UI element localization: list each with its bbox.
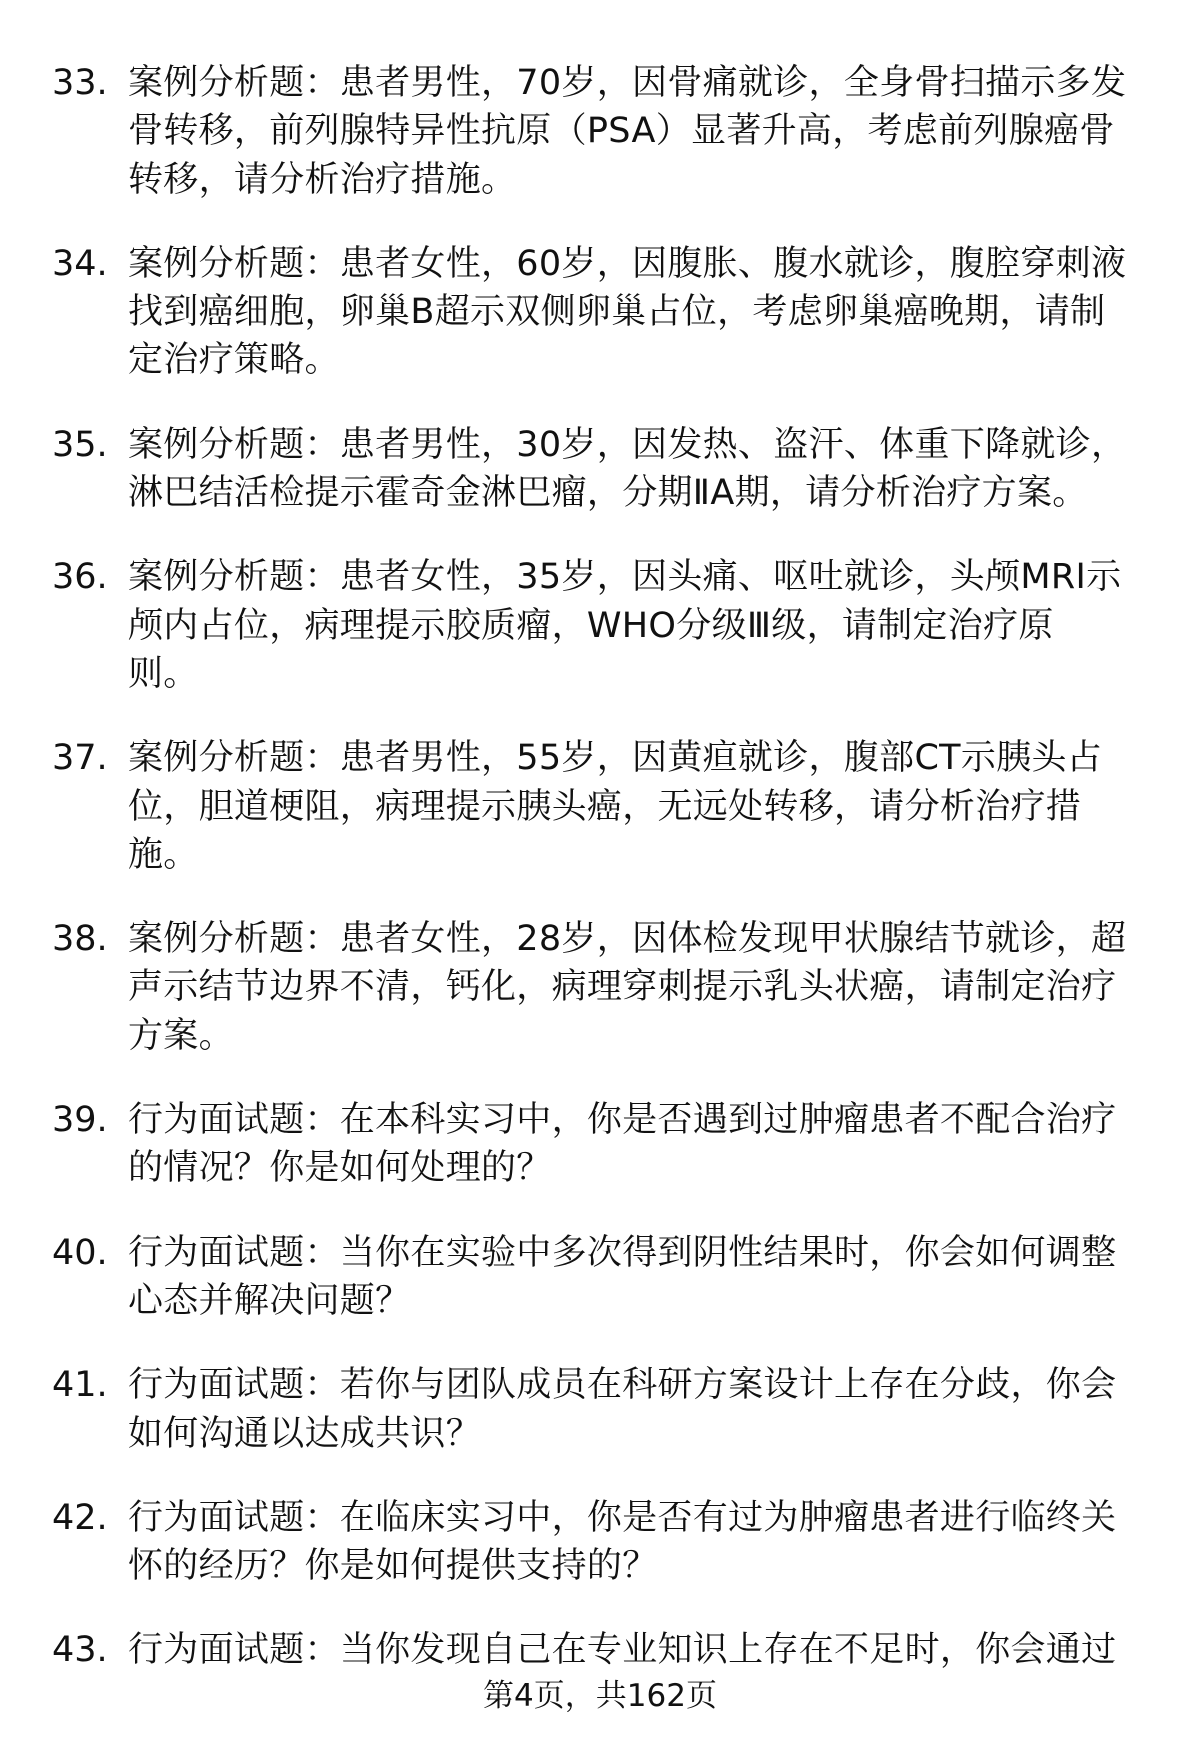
question-text xyxy=(128,1229,1200,1326)
question-text xyxy=(128,553,1200,698)
question-item xyxy=(0,1494,1200,1591)
question-text-line: 施。 xyxy=(128,834,199,875)
question-item xyxy=(0,1626,1200,1674)
question-text-line: 则。 xyxy=(128,653,199,694)
question-text-line: 找到癌细胞，卵巢B超示双侧卵巢占位，考虑卵巢癌晚期，请制 xyxy=(128,292,1106,333)
question-text-line: 颅内占位，病理提示胶质瘤，WHO分级Ⅲ级，请制定治疗原 xyxy=(128,605,1054,646)
question-item xyxy=(0,421,1200,518)
question-number: 37. xyxy=(52,738,108,779)
question-text xyxy=(128,59,1200,204)
question-text-line: 案例分析题：患者女性，60岁，因腹胀、腹水就诊，腹腔穿刺液 xyxy=(128,243,1127,284)
question-number: 33. xyxy=(52,63,108,103)
question-number: 40. xyxy=(52,1232,108,1273)
question-item xyxy=(0,553,1200,698)
question-number: 36. xyxy=(52,557,108,598)
question-number: 39. xyxy=(52,1100,108,1141)
question-text-line: 定治疗策略。 xyxy=(128,340,340,381)
question-item xyxy=(0,1361,1200,1458)
question-number: 38. xyxy=(52,919,108,960)
question-text xyxy=(128,1626,1200,1674)
question-text-line: 行为面试题：当你发现自己在专业知识上存在不足时，你会通过 xyxy=(128,1630,1117,1671)
question-text xyxy=(128,421,1200,518)
question-text-line: 案例分析题：患者男性，30岁，因发热、盗汗、体重下降就诊， xyxy=(128,424,1127,465)
question-number: 35. xyxy=(52,424,108,465)
question-number: 43. xyxy=(52,1630,108,1671)
question-item xyxy=(0,59,1200,204)
question-text-line: 行为面试题：在临床实习中，你是否有过为肿瘤患者进行临终关 xyxy=(128,1497,1117,1538)
question-text-line: 行为面试题：在本科实习中，你是否遇到过肿瘤患者不配合治疗 xyxy=(128,1100,1117,1141)
question-number: 41. xyxy=(52,1365,108,1406)
question-text-line: 心态并解决问题？ xyxy=(128,1280,411,1321)
question-list xyxy=(0,59,1200,1711)
question-text-line: 如何沟通以达成共识？ xyxy=(128,1413,482,1454)
question-item xyxy=(0,1096,1200,1193)
question-text-line: 骨转移，前列腺特异性抗原（PSA）显著升高，考虑前列腺癌骨 xyxy=(128,111,1115,152)
question-text xyxy=(128,1494,1200,1591)
question-text xyxy=(128,1096,1200,1193)
question-text-line: 行为面试题：当你在实验中多次得到阴性结果时，你会如何调整 xyxy=(128,1232,1117,1273)
question-item xyxy=(0,1229,1200,1326)
question-text-line: 位，胆道梗阻，病理提示胰头癌，无远处转移，请分析治疗措 xyxy=(128,786,1082,827)
question-text xyxy=(128,915,1200,1060)
question-item xyxy=(0,734,1200,879)
question-text xyxy=(128,1361,1200,1458)
question-text-line: 声示结节边界不清，钙化，病理穿刺提示乳头状癌，请制定治疗 xyxy=(128,967,1117,1008)
question-text-line: 案例分析题：患者男性，55岁，因黄疸就诊，腹部CT示胰头占 xyxy=(128,738,1103,779)
page-number: 第4页，共162页 xyxy=(483,1678,717,1714)
question-text xyxy=(128,240,1200,385)
question-text xyxy=(128,734,1200,879)
question-text-line: 案例分析题：患者男性，70岁，因骨痛就诊，全身骨扫描示多发 xyxy=(128,63,1127,103)
question-text-line: 案例分析题：患者女性，28岁，因体检发现甲状腺结节就诊，超 xyxy=(128,919,1127,960)
question-number: 42. xyxy=(52,1497,108,1538)
question-text-line: 案例分析题：患者女性，35岁，因头痛、呕吐就诊，头颅MRI示 xyxy=(128,557,1122,598)
question-text-line: 行为面试题：若你与团队成员在科研方案设计上存在分歧，你会 xyxy=(128,1365,1117,1406)
question-text-line: 方案。 xyxy=(128,1015,234,1056)
question-text-line: 淋巴结活检提示霍奇金淋巴瘤，分期ⅡA期，请分析治疗方案。 xyxy=(128,473,1088,514)
question-item xyxy=(0,240,1200,385)
question-number: 34. xyxy=(52,243,108,284)
question-item xyxy=(0,915,1200,1060)
question-text-line: 转移，请分析治疗措施。 xyxy=(128,159,517,200)
question-text-line: 的情况？你是如何处理的？ xyxy=(128,1148,552,1189)
question-text-line: 怀的经历？你是如何提供支持的？ xyxy=(128,1546,658,1587)
